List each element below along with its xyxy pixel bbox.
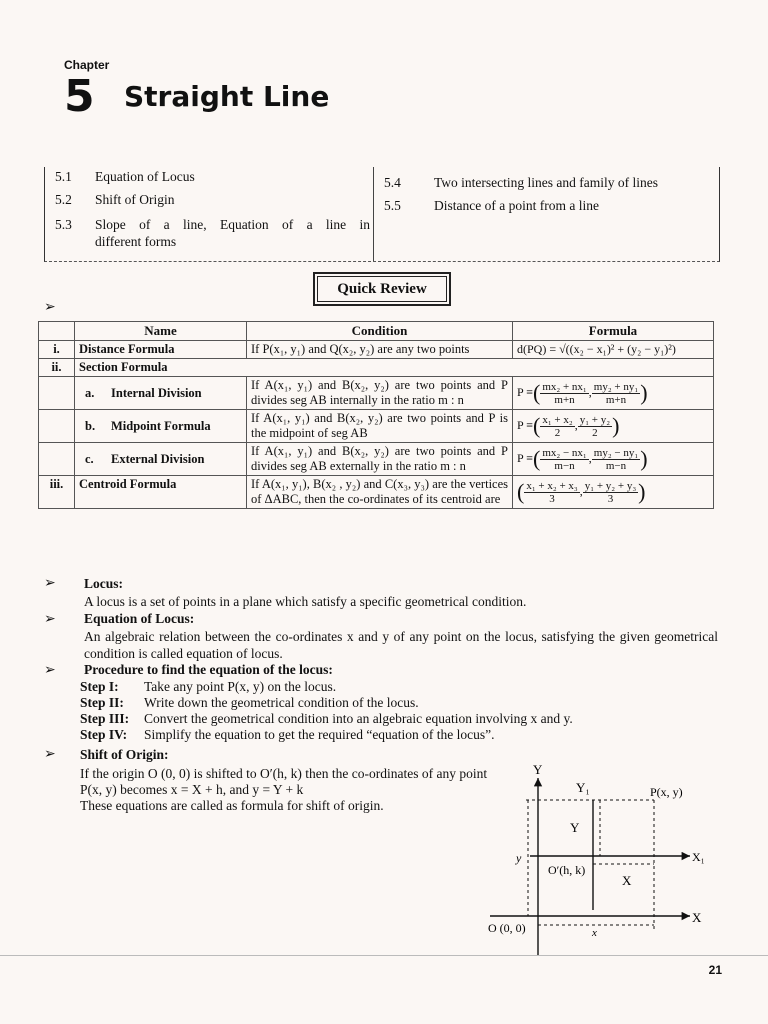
- table-row: i. Distance Formula If P(x₁, y₁) and Q(x₂, y₂) are any two points d(PQ) = √((x₂ − x₁)² + (y₂ − y₁)²): [39, 341, 714, 359]
- bullet-arrow-icon: ➢: [44, 300, 56, 315]
- label-O: O (0, 0): [488, 921, 526, 935]
- equation-of-locus-text: An algebraic relation between the co-ordinates x and y of any point on the locus, satisfying the given geometrical condition is called equation of locus.: [84, 629, 718, 661]
- shift-text-3: These equations are called as formula for shift of origin.: [80, 798, 384, 813]
- topic-text: Shift of Origin: [95, 192, 175, 207]
- page-number: 21: [708, 963, 722, 977]
- topic-number: 5.5: [384, 198, 401, 213]
- shift-text-1: If the origin O (0, 0) is shifted to O′(h, k) then the co-ordinates of any point: [80, 766, 488, 781]
- table-row: iii. Centroid Formula If A(x₁, y₁), B(x₂ , y₂) and C(x₃, y₃) are the vertices of ΔABC, then the co-ordinates of its centroid are ( $\frac{\text{x₁ + x₂ + x₃}}{3}$ , $\frac{\text{y₁ + y₂ + y₃}}{3}$ ): [39, 476, 714, 509]
- topic-number: 5.2: [55, 192, 72, 207]
- header-condition: Condition: [247, 322, 513, 341]
- topic-number: 5.3: [55, 217, 72, 232]
- topic-text: Distance of a point from a line: [434, 198, 599, 213]
- topic-5-1: [55, 169, 195, 185]
- bullet-arrow-icon: ➢: [44, 747, 56, 762]
- label-P: P(x, y): [650, 785, 683, 799]
- label-y: y: [516, 851, 522, 865]
- header-formula: Formula: [513, 322, 714, 341]
- quick-review-heading: Quick Review: [313, 272, 451, 306]
- label-X1: X₁: [692, 850, 705, 864]
- label-x: x: [592, 927, 597, 939]
- bullet-arrow-icon: ➢: [44, 663, 56, 678]
- label-X: X: [692, 910, 702, 925]
- distance-formula: d(PQ) = √((x₂ − x₁)² + (y₂ − y₁)²): [513, 341, 714, 359]
- topic-text: Equation of Locus: [95, 169, 195, 184]
- table-row: b. Midpoint Formula If A(x₁, y₁) and B(x₂, y₂) are two points and P is the midpoint of seg AB P ≡( $\frac{\text{x₁ + x₂}}{2}$ , $\frac{\text{y₁ + y₂}}{2}$ ): [39, 410, 714, 443]
- topic-5-2: [55, 192, 175, 208]
- topic-text: Slope of a line, Equation of a line in: [95, 217, 370, 232]
- table-header-row: [39, 322, 714, 341]
- shift-of-origin-heading: Shift of Origin:: [80, 747, 169, 762]
- centroid-formula: ( $\frac{\text{x₁ + x₂ + x₃}}{3}$ , $\frac{\text{y₁ + y₂ + y₃}}{3}$ ): [513, 476, 714, 509]
- external-division-formula: P ≡( $\frac{\text{mx₂ − nx₁}}{m-n}$ , $\frac{\text{my₂ − ny₁}}{m-n}$ ): [513, 443, 714, 476]
- label-X-small: X: [622, 873, 632, 888]
- footer-rule: [0, 955, 768, 956]
- label-Oprime: O′(h, k): [548, 863, 586, 877]
- label-Y-small: Y: [570, 820, 580, 835]
- midpoint-formula: P ≡( $\frac{\text{x₁ + x₂}}{2}$ , $\frac{\text{y₁ + y₂}}{2}$ ): [513, 410, 714, 443]
- step-4: Step IV: Simplify the equation to get the required “equation of the locus”.: [80, 727, 495, 742]
- equation-of-locus-heading: Equation of Locus:: [84, 611, 195, 626]
- header-name: Name: [75, 322, 247, 341]
- label-Y: Y: [533, 762, 543, 777]
- chapter-number: 5: [64, 71, 95, 122]
- internal-division-formula: P ≡( $\frac{\text{mx₂ + nx₁}}{m+n}$ , $\frac{\text{my₂ + ny₁}}{m+n}$ ): [513, 377, 714, 410]
- table-row: c. External Division If A(x₁, y₁) and B(x₂, y₂) are two points and P divides seg AB externally in the ratio m : n P ≡( $\frac{\text{mx₂ − nx₁}}{m-n}$ , $\frac{\text{my₂ − ny₁}}{m-n}$ ): [39, 443, 714, 476]
- table-row: ii. Section Formula: [39, 359, 714, 377]
- topics-box: [44, 167, 720, 262]
- table-row: a. Internal Division If A(x₁, y₁) and B(x₂, y₂) are two points and P divides seg AB internally in the ratio m : n P ≡( $\frac{\text{mx₂ + nx₁}}{m+n}$ , $\frac{\text{my₂ + ny₁}}{m+n}$ ): [39, 377, 714, 410]
- topic-5-5: [384, 198, 599, 214]
- topic-5-4: [384, 175, 659, 191]
- chapter-label: Chapter: [64, 58, 110, 72]
- step-3: Step III: Convert the geometrical condition into an algebraic equation involving x and y.: [80, 711, 573, 726]
- shift-of-origin-diagram: [470, 760, 720, 960]
- bullet-arrow-icon: ➢: [44, 612, 56, 627]
- quick-review-table: [38, 321, 714, 509]
- topic-5-3: [55, 217, 370, 249]
- topic-number: 5.4: [384, 175, 401, 190]
- step-2: Step II: Write down the geometrical condition of the locus.: [80, 695, 419, 710]
- topic-text-continued: different forms: [95, 234, 177, 249]
- procedure-heading: Procedure to find the equation of the locus:: [84, 662, 333, 677]
- topic-number: 5.1: [55, 169, 72, 184]
- label-Y1: Y₁: [576, 780, 590, 795]
- locus-text: A locus is a set of points in a plane which satisfy a specific geometrical condition.: [84, 594, 527, 609]
- topics-divider: [373, 167, 374, 261]
- locus-heading: Locus:: [84, 576, 124, 591]
- step-1: Step I: Take any point P(x, y) on the locus.: [80, 679, 337, 694]
- chapter-title: Straight Line: [124, 80, 330, 113]
- shift-text-2: P(x, y) becomes x = X + h, and y = Y + k: [80, 782, 304, 797]
- bullet-arrow-icon: ➢: [44, 576, 56, 591]
- topic-text: Two intersecting lines and family of lines: [434, 175, 659, 190]
